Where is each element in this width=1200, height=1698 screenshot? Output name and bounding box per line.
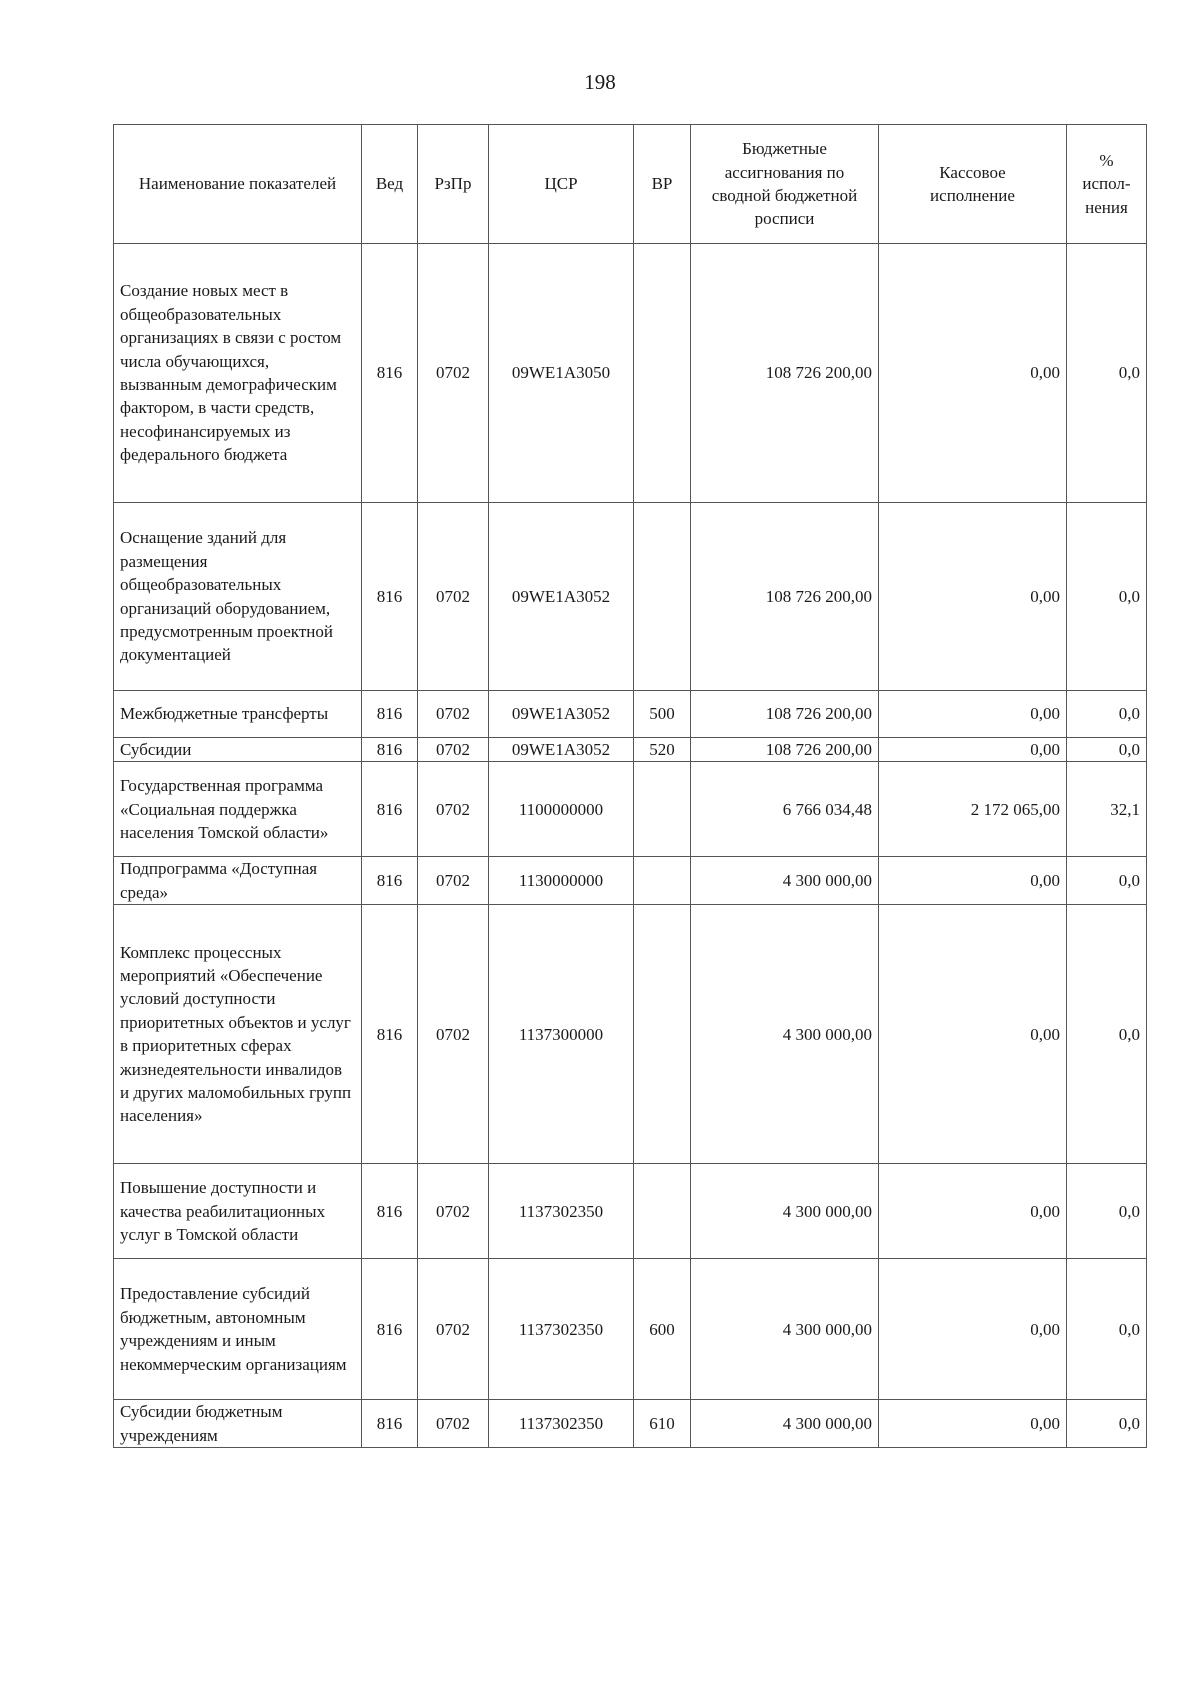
cell-name: Подпрограмма «Доступная среда» — [114, 857, 362, 905]
table-row — [114, 738, 1147, 762]
cell-budget: 108 726 200,00 — [691, 244, 879, 503]
cell-budget: 108 726 200,00 — [691, 691, 879, 738]
cell-cash: 0,00 — [879, 244, 1067, 503]
header-percent: % испол-нения — [1067, 125, 1147, 244]
cell-percent: 0,0 — [1067, 691, 1147, 738]
cell-rzpr: 0702 — [418, 503, 489, 691]
cell-csr: 09WE1A3052 — [489, 738, 634, 762]
cell-percent: 0,0 — [1067, 503, 1147, 691]
cell-ved: 816 — [362, 244, 418, 503]
cell-csr: 1100000000 — [489, 762, 634, 857]
cell-percent: 0,0 — [1067, 1400, 1147, 1448]
cell-name: Предоставление субсидий бюджетным, автономным учреждениям и иным некоммерческим организациям — [114, 1259, 362, 1400]
cell-percent: 0,0 — [1067, 1164, 1147, 1259]
table-row — [114, 857, 1147, 905]
header-csr: ЦСР — [489, 125, 634, 244]
header-name: Наименование показателей — [114, 125, 362, 244]
cell-vr: 500 — [634, 691, 691, 738]
table-row — [114, 905, 1147, 1164]
cell-percent: 32,1 — [1067, 762, 1147, 857]
cell-vr: 610 — [634, 1400, 691, 1448]
cell-ved: 816 — [362, 857, 418, 905]
cell-csr: 1137302350 — [489, 1400, 634, 1448]
cell-rzpr: 0702 — [418, 1400, 489, 1448]
cell-rzpr: 0702 — [418, 244, 489, 503]
cell-budget: 6 766 034,48 — [691, 762, 879, 857]
header-cash: Кассовое исполнение — [879, 125, 1067, 244]
header-ved: Вед — [362, 125, 418, 244]
cell-cash: 0,00 — [879, 738, 1067, 762]
table-row — [114, 503, 1147, 691]
cell-name: Субсидии бюджетным учреждениям — [114, 1400, 362, 1448]
cell-rzpr: 0702 — [418, 1259, 489, 1400]
cell-ved: 816 — [362, 1259, 418, 1400]
cell-budget: 4 300 000,00 — [691, 905, 879, 1164]
header-vr: ВР — [634, 125, 691, 244]
cell-percent: 0,0 — [1067, 857, 1147, 905]
cell-ved: 816 — [362, 503, 418, 691]
cell-rzpr: 0702 — [418, 857, 489, 905]
cell-percent: 0,0 — [1067, 1259, 1147, 1400]
cell-vr — [634, 244, 691, 503]
header-budget: Бюджетные ассигнования по сводной бюджетной росписи — [691, 125, 879, 244]
cell-ved: 816 — [362, 691, 418, 738]
cell-budget: 4 300 000,00 — [691, 857, 879, 905]
cell-cash: 0,00 — [879, 503, 1067, 691]
table-row — [114, 1164, 1147, 1259]
cell-name: Создание новых мест в общеобразовательных организациях в связи с ростом числа обучающихся, вызванным демографическим фактором, в части средств, несофинансируемых из федерального бюджета — [114, 244, 362, 503]
cell-percent: 0,0 — [1067, 905, 1147, 1164]
cell-name: Повышение доступности и качества реабилитационных услуг в Томской области — [114, 1164, 362, 1259]
cell-ved: 816 — [362, 905, 418, 1164]
cell-rzpr: 0702 — [418, 1164, 489, 1259]
cell-budget: 108 726 200,00 — [691, 503, 879, 691]
table-row — [114, 1400, 1147, 1448]
cell-rzpr: 0702 — [418, 691, 489, 738]
cell-ved: 816 — [362, 738, 418, 762]
cell-vr: 600 — [634, 1259, 691, 1400]
cell-budget: 4 300 000,00 — [691, 1164, 879, 1259]
cell-vr: 520 — [634, 738, 691, 762]
table-row — [114, 762, 1147, 857]
cell-budget: 108 726 200,00 — [691, 738, 879, 762]
cell-cash: 0,00 — [879, 1400, 1067, 1448]
cell-cash: 2 172 065,00 — [879, 762, 1067, 857]
table-header-row — [114, 125, 1147, 244]
cell-rzpr: 0702 — [418, 738, 489, 762]
table-row — [114, 1259, 1147, 1400]
cell-csr: 09WE1A3050 — [489, 244, 634, 503]
cell-rzpr: 0702 — [418, 762, 489, 857]
cell-csr: 1137302350 — [489, 1259, 634, 1400]
cell-budget: 4 300 000,00 — [691, 1400, 879, 1448]
cell-name: Межбюджетные трансферты — [114, 691, 362, 738]
cell-percent: 0,0 — [1067, 244, 1147, 503]
cell-vr — [634, 762, 691, 857]
cell-budget: 4 300 000,00 — [691, 1259, 879, 1400]
cell-name: Государственная программа «Социальная поддержка населения Томской области» — [114, 762, 362, 857]
cell-cash: 0,00 — [879, 1164, 1067, 1259]
cell-csr: 1137302350 — [489, 1164, 634, 1259]
cell-csr: 09WE1A3052 — [489, 503, 634, 691]
cell-name: Оснащение зданий для размещения общеобразовательных организаций оборудованием, предусмотренным проектной документацией — [114, 503, 362, 691]
cell-vr — [634, 503, 691, 691]
budget-table — [113, 124, 1147, 1448]
cell-cash: 0,00 — [879, 905, 1067, 1164]
cell-ved: 816 — [362, 1164, 418, 1259]
cell-csr: 09WE1A3052 — [489, 691, 634, 738]
cell-ved: 816 — [362, 1400, 418, 1448]
cell-rzpr: 0702 — [418, 905, 489, 1164]
cell-ved: 816 — [362, 762, 418, 857]
cell-name: Субсидии — [114, 738, 362, 762]
cell-vr — [634, 857, 691, 905]
cell-vr — [634, 1164, 691, 1259]
cell-csr: 1130000000 — [489, 857, 634, 905]
cell-vr — [634, 905, 691, 1164]
header-rzpr: РзПр — [418, 125, 489, 244]
cell-cash: 0,00 — [879, 691, 1067, 738]
table-row — [114, 244, 1147, 503]
cell-csr: 1137300000 — [489, 905, 634, 1164]
table-row — [114, 691, 1147, 738]
cell-cash: 0,00 — [879, 1259, 1067, 1400]
cell-percent: 0,0 — [1067, 738, 1147, 762]
page-number: 198 — [584, 70, 616, 94]
cell-cash: 0,00 — [879, 857, 1067, 905]
cell-name: Комплекс процессных мероприятий «Обеспечение условий доступности приоритетных объектов и услуг в приоритетных сферах жизнедеятельности инвалидов и других маломобильных групп населения» — [114, 905, 362, 1164]
